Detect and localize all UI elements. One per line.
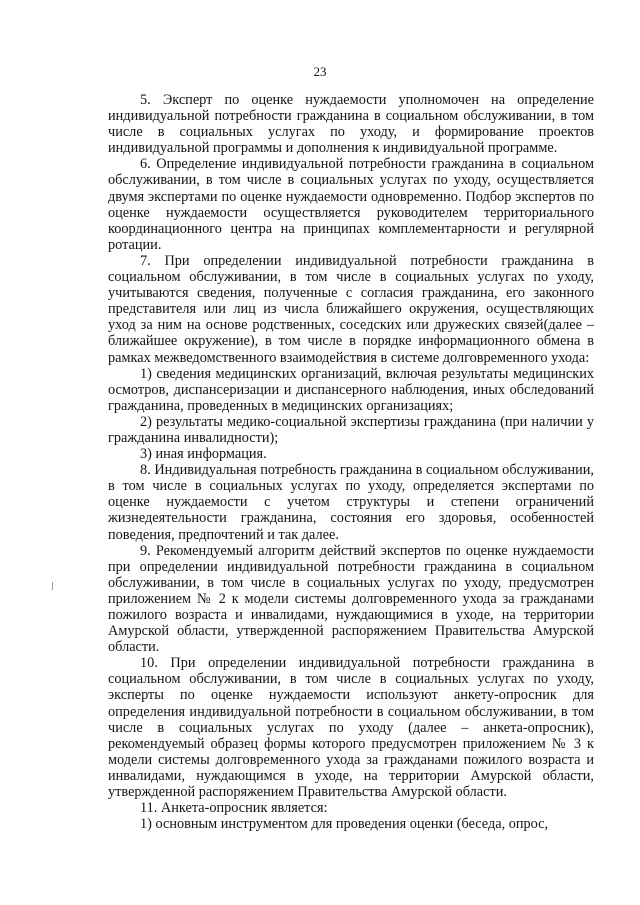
paragraph-5: 5. Эксперт по оценке нуждаемости уполномочен на определение индивидуальной потребности гражданина в социальном обслуживании, в том числе в социальных услугах по уходу, и формирование проектов индивидуальной программы и дополнения к индивидуальной программе. (108, 92, 594, 157)
paragraph-7: 7. При определении индивидуальной потребности гражданина в социальном обслуживании, в том числе в социальных услугах по уходу, учитываются сведения, полученные с согласия гражданина, его законного представителя или лиц из числа ближайшего окружения, осуществляющих уход за ним на основе родственных, соседских или дружеских связей(далее – ближайшее окружение), в том числе в порядке информационного обмена в рамках межведомственного взаимодействия в системе долговременного ухода: (108, 252, 594, 366)
paragraph-9: 9. Рекомендуемый алгоритм действий экспертов по оценке нуждаемости при определении индивидуальной потребности гражданина в социальном обслуживании, в том числе в социальных услугах по уходу, предусмотрен приложением № 2 к модели системы долговременного ухода за гражданами пожилого возраста и инвалидами, нуждающимися в уходе, на территории Амурской области, утвержденной распоряжением Правительства Амурской области. (108, 542, 594, 656)
paragraph-7-item-1: 1) сведения медицинских организаций, включая результаты медицинских осмотров, диспансеризации и диспансерного наблюдения, иных обследований гражданина, проведенных в медицинских организациях; (108, 365, 594, 414)
paragraph-7-item-3: 3) иная информация. (140, 446, 267, 463)
margin-mark (52, 582, 53, 590)
paragraph-10: 10. При определении индивидуальной потребности гражданина в социальном обслуживании, в том числе в социальных услугах по уходу, эксперты по оценке нуждаемости используют анкету-опросник для определения индивидуальной потребности в социальном обслуживании, в том числе в социальных услугах по уходу (далее – анкета-опросник), рекомендуемый образец формы которого предусмотрен приложением № 3 к модели системы долговременного ухода за гражданами пожилого возраста и инвалидами, нуждающимся в уходе, на территории Амурской области, утвержденной распоряжением Правительства Амурской области. (108, 655, 594, 801)
paragraph-7-item-2: 2) результаты медико-социальной экспертизы гражданина (при наличии у гражданина инвалидности); (108, 413, 594, 446)
paragraph-6: 6. Определение индивидуальной потребности гражданина в социальном обслуживании, в том числе в социальных услугах по уходу, осуществляется двумя экспертами по оценке нуждаемости одновременно. Подбор экспертов по оценке нуждаемости осуществляется руководителем территориального координационного центра на принципах комплементарности и регулярной ротации. (108, 156, 594, 253)
paragraph-11-item-1: 1) основным инструментом для проведения оценки (беседа, опрос, (140, 816, 549, 833)
paragraph-11: 11. Анкета-опросник является: (140, 800, 328, 817)
paragraph-8: 8. Индивидуальная потребность гражданина в социальном обслуживании, в том числе в социальных услугах по уходу, определяется экспертами по оценке нуждаемости с учетом структуры и степени ограничений жизнедеятельности гражданина, состояния его здоровья, особенностей поведения, предпочтений и так далее. (108, 462, 594, 543)
document-body (108, 92, 594, 832)
page-number: 23 (313, 64, 327, 79)
